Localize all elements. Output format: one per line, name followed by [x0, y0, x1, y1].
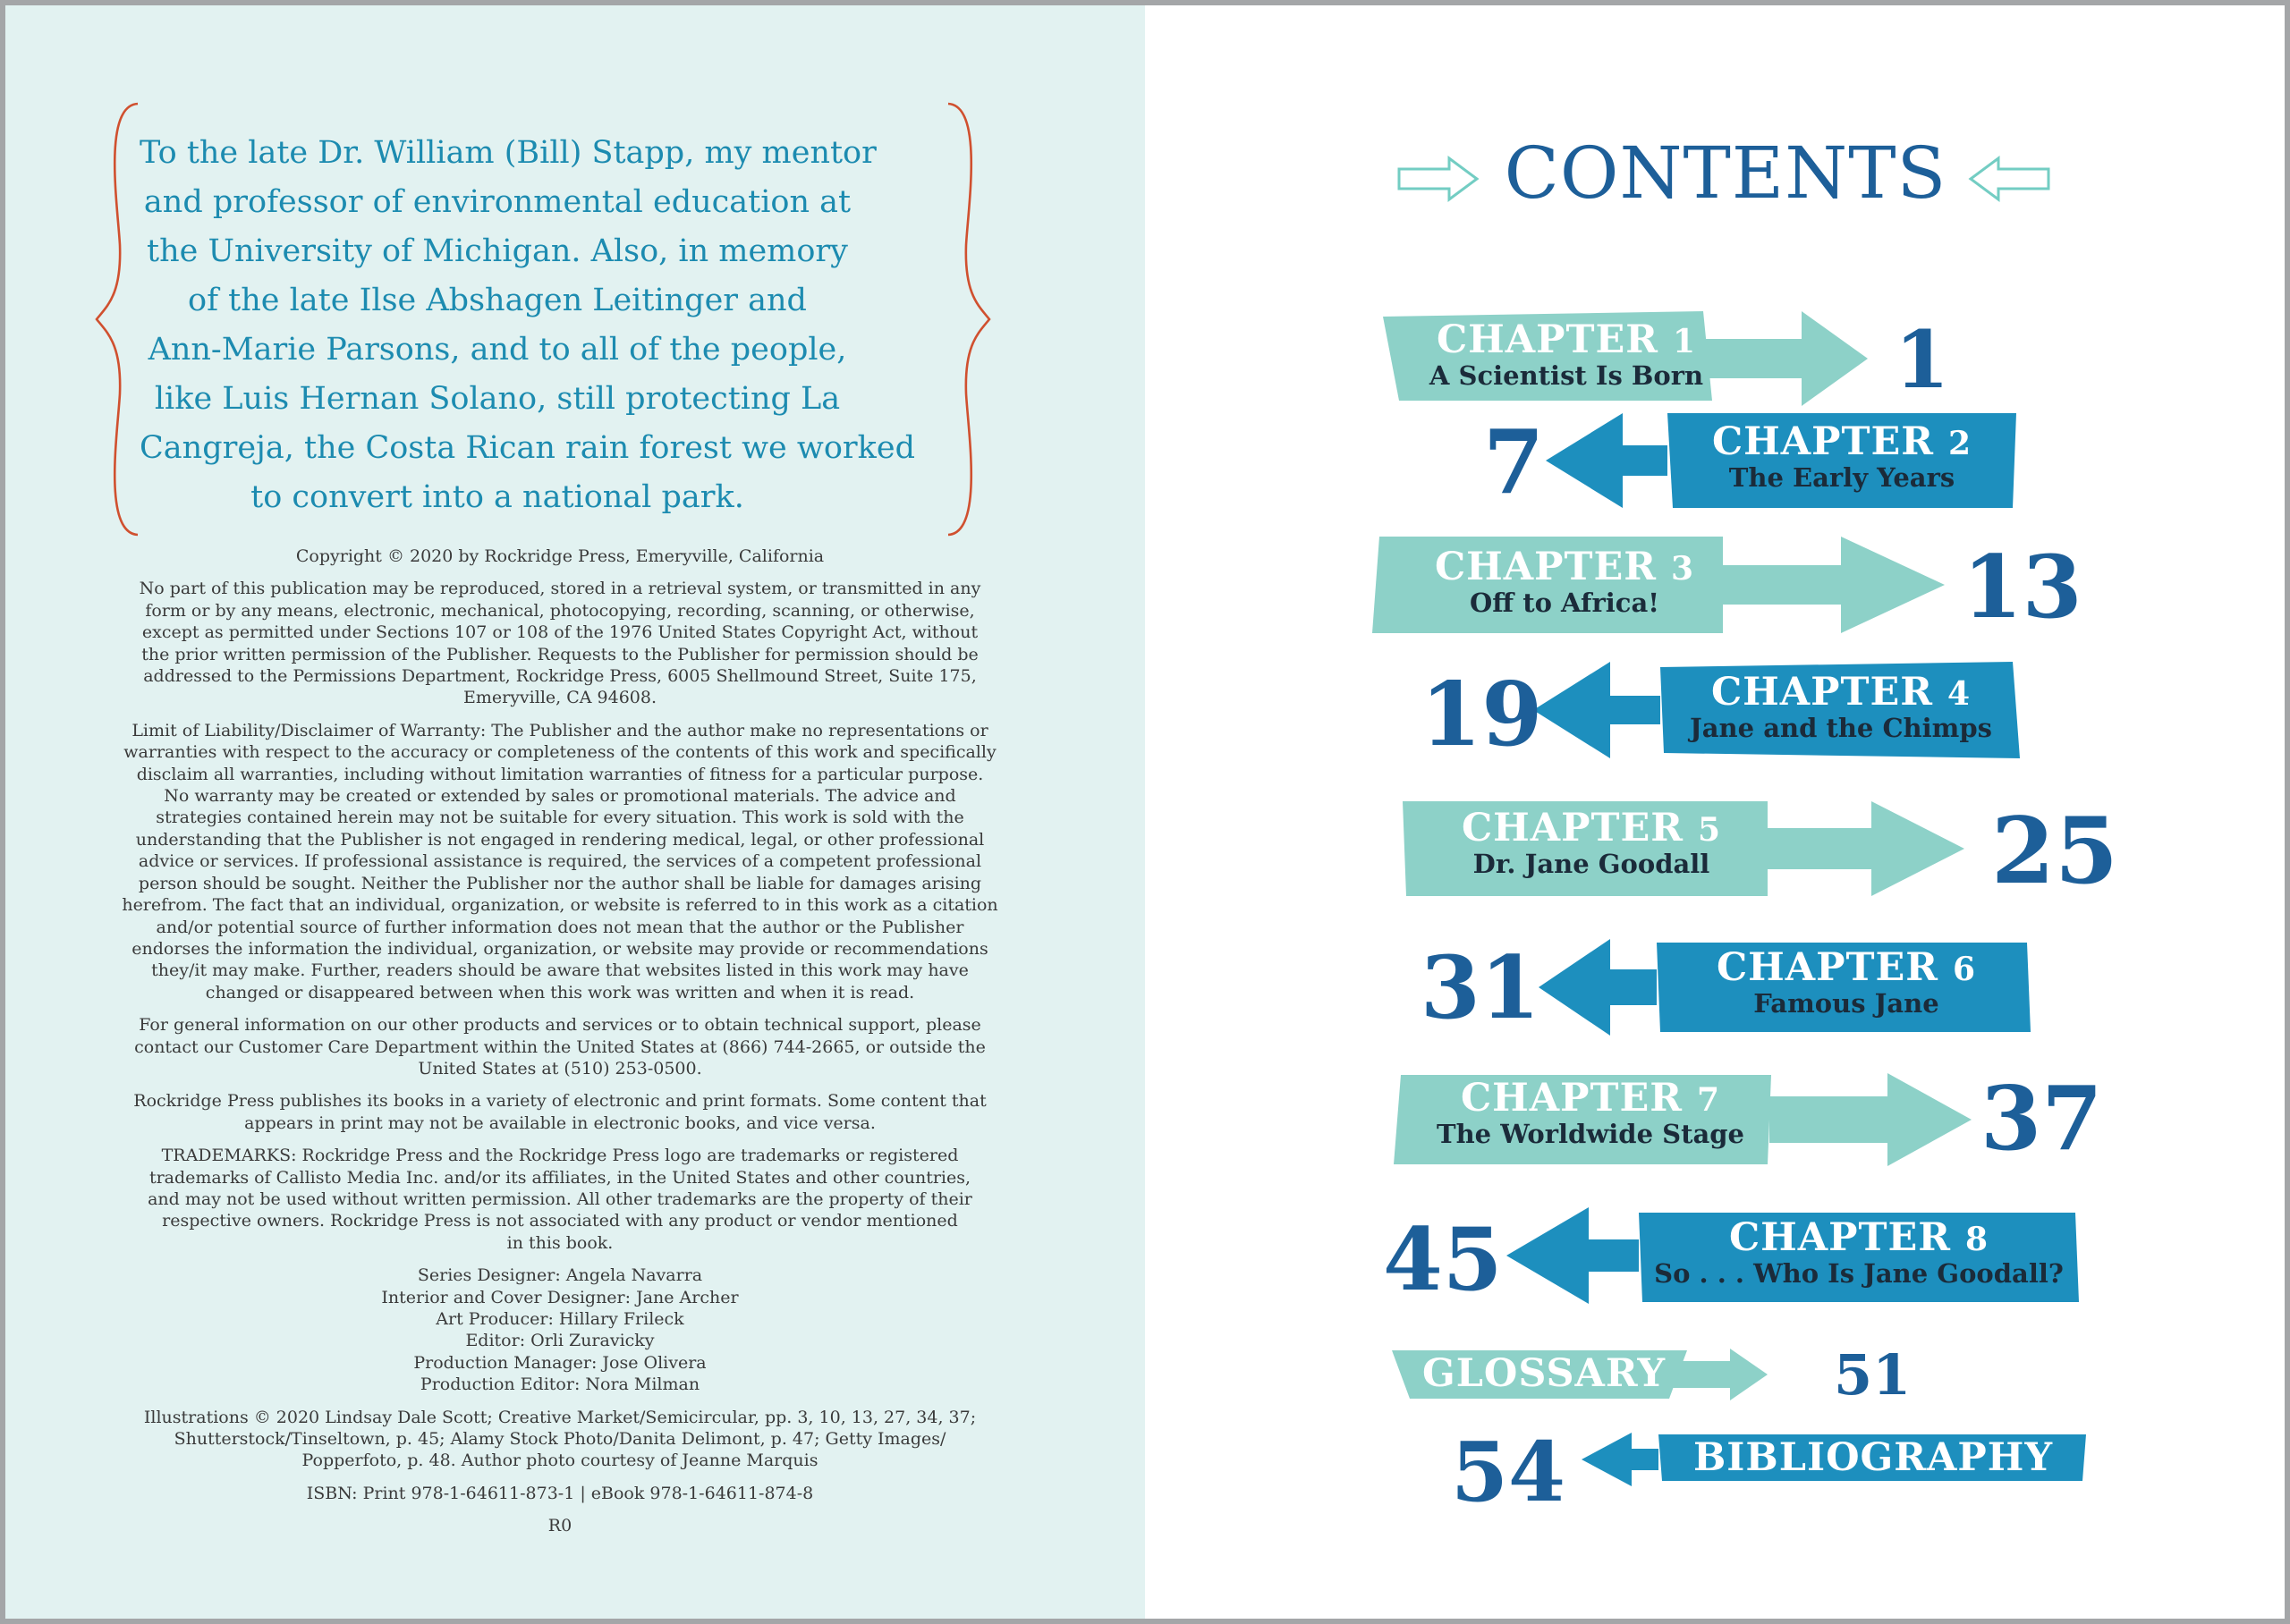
- banner-arrow: [1533, 662, 1660, 758]
- text-line: Interior and Cover Designer: Jane Archer: [381, 1287, 739, 1307]
- toc-entry-label: [1417, 808, 1766, 878]
- text-line: and may not be used without written permission. All other trademarks are the property of their: [148, 1188, 972, 1209]
- left-pointing-outline-arrow-icon: [1968, 156, 2050, 202]
- text-line: they/it may make. Further, readers should be aware that websites listed in this work may have: [151, 960, 969, 981]
- toc-chapter-subtitle: Famous Jane: [1753, 988, 1939, 1019]
- toc-entry-label: [1408, 547, 1721, 617]
- legal-paragraph-support: [104, 1014, 1016, 1079]
- toc-entry-heading-word: CHAPTER: [1710, 670, 1933, 715]
- toc-chapter-number: 2: [1947, 425, 1972, 462]
- toc-entry[interactable]: [1530, 658, 2027, 764]
- toc-entry-heading-word: CHAPTER: [1461, 806, 1684, 850]
- toc-chapter-number: 5: [1697, 811, 1722, 849]
- text-line: changed or disappeared between when this work was written and when it is read.: [205, 982, 915, 1002]
- banner-arrow: [1769, 1073, 1972, 1166]
- toc-entry-heading: [1667, 1435, 2079, 1480]
- toc-page-number[interactable]: 13: [1963, 537, 2082, 638]
- toc-chapter-number: 1: [1672, 323, 1697, 360]
- toc-entry-heading-word: CHAPTER: [1728, 1215, 1951, 1260]
- toc-entry[interactable]: [1392, 1347, 1839, 1402]
- toc-entry-heading-word: CHAPTER: [1436, 317, 1658, 362]
- toc-chapter-subtitle: Dr. Jane Goodall: [1472, 849, 1710, 879]
- toc-entry-heading: [1408, 547, 1721, 588]
- toc-entry-label: [1667, 1435, 2079, 1480]
- text-line: Popperfoto, p. 48. Author photo courtesy of Jeanne Marquis: [301, 1451, 818, 1471]
- left-brace-ornament: [95, 102, 140, 537]
- text-line: advice or services. If professional assistance is required, the services of a competent professional: [138, 851, 982, 872]
- text-line: Emeryville, CA 94608.: [462, 688, 657, 708]
- toc-entry-heading: [1646, 1215, 2072, 1260]
- text-line: Art Producer: Hillary Frileck: [436, 1309, 684, 1329]
- toc-entry[interactable]: [1535, 935, 2036, 1039]
- text-line: and professor of environmental education at: [143, 184, 852, 220]
- toc-entry[interactable]: [1578, 1427, 2088, 1492]
- text-line: No warranty may be created or extended by sales or promotional materials. The advice and: [164, 786, 956, 807]
- toc-page-number[interactable]: 51: [1834, 1342, 1912, 1408]
- toc-entry-label: [1412, 1078, 1769, 1148]
- toc-entry-heading-word: GLOSSARY: [1421, 1351, 1667, 1396]
- text-line: understanding that the Publisher is not engaged in rendering medical, legal, or other professional: [135, 829, 985, 850]
- text-line: Production Editor: Nora Milman: [420, 1374, 700, 1395]
- text-line: Limit of Liability/Disclaimer of Warranty: The Publisher and the author make no representations or: [131, 720, 988, 740]
- contents-title: CONTENTS: [1504, 131, 1947, 215]
- toc-entry-label: [1669, 672, 2013, 742]
- toc-chapter-number: 8: [1964, 1221, 1989, 1258]
- toc-chapter-subtitle: So . . . Who Is Jane Goodall?: [1654, 1258, 2064, 1289]
- legal-paragraph-formats: [104, 1090, 1016, 1134]
- text-line: Illustrations © 2020 Lindsay Dale Scott; Creative Market/Semicircular, pp. 3, 10, 13, 27, 34, 37;: [143, 1407, 977, 1427]
- toc-chapter-subtitle: Jane and the Chimps: [1690, 713, 1992, 743]
- toc-entry-heading: [1417, 808, 1766, 850]
- text-line: the prior written permission of the Publisher. Requests to the Publisher for permission should be: [141, 644, 979, 664]
- toc-chapter-subtitle: The Early Years: [1728, 462, 1955, 493]
- text-line: Editor: Orli Zuravicky: [465, 1331, 655, 1351]
- text-line: person should be sought. Neither the Publisher nor the author shall be liable for damages arising: [138, 873, 982, 893]
- banner-arrow: [1721, 537, 1945, 633]
- contents-heading: [1145, 120, 2285, 227]
- dedication-copyright-page: [5, 5, 1145, 1619]
- toc-entry-heading: [1669, 672, 2013, 714]
- legal-paragraph-isbn: [104, 1483, 1016, 1504]
- text-line: Production Manager: Jose Olivera: [413, 1352, 707, 1373]
- toc-chapter-number: 6: [1952, 951, 1977, 988]
- text-line: trademarks of Callisto Media Inc. and/or its affiliates, in the United States and other countries,: [148, 1167, 971, 1188]
- toc-page-number[interactable]: 1: [1895, 313, 1950, 406]
- toc-chapter-number: 3: [1670, 550, 1695, 588]
- toc-page-number[interactable]: 7: [1483, 411, 1545, 514]
- text-line: Ann-Marie Parsons, and to all of the people,: [148, 332, 847, 368]
- toc-page-number[interactable]: 54: [1451, 1424, 1566, 1520]
- text-line: form or by any means, electronic, mechanical, photocopying, recording, scanning, or otherwise,: [145, 600, 975, 621]
- legal-paragraph-rights: [104, 578, 1016, 708]
- text-line: addressed to the Permissions Department, Rockridge Press, 6005 Shellmound Street, Suite 175,: [143, 666, 977, 687]
- text-line: For general information on our other products and services or to obtain technical support, please: [139, 1015, 981, 1036]
- text-line: to convert into a national park.: [250, 479, 744, 515]
- toc-entry-heading-word: CHAPTER: [1434, 545, 1657, 589]
- toc-entry[interactable]: [1503, 1204, 2079, 1307]
- text-line: United States at (510) 253-0500.: [418, 1058, 702, 1078]
- toc-page-number[interactable]: 45: [1383, 1209, 1503, 1310]
- banner-arrow: [1582, 1433, 1658, 1486]
- toc-entry-label: [1676, 419, 2007, 493]
- text-line: R0: [547, 1516, 572, 1536]
- toc-entry-label: [1410, 1351, 1678, 1396]
- right-pointing-outline-arrow-icon: [1397, 156, 1480, 202]
- toc-entry-heading: [1410, 1351, 1678, 1396]
- text-line: except as permitted under Sections 107 or 108 of the 1976 United States Copyright Act, without: [141, 622, 979, 643]
- toc-entry-label: [1428, 317, 1705, 391]
- toc-chapter-number: 7: [1696, 1081, 1721, 1119]
- toc-entry-heading: [1428, 317, 1705, 362]
- text-line: herefrom. The fact that an individual, organization, or website is referred to in this work as a citation: [122, 895, 998, 916]
- toc-entry-heading: [1412, 1078, 1769, 1120]
- legal-paragraph-copyright: [104, 546, 1016, 567]
- toc-page-number[interactable]: 19: [1421, 664, 1543, 766]
- text-line: disclaim all warranties, including without limitation warranties of fitness for a particular purpose.: [136, 764, 984, 784]
- toc-entry-heading-word: BIBLIOGRAPHY: [1692, 1435, 2054, 1480]
- toc-chapter-subtitle: Off to Africa!: [1470, 588, 1659, 618]
- toc-page-number[interactable]: 37: [1980, 1068, 2103, 1171]
- legal-paragraph-printing: [104, 1515, 1016, 1536]
- text-line: and/or potential source of further information does not mean that the author or the Publisher: [156, 917, 964, 937]
- text-line: the University of Michigan. Also, in memory: [147, 233, 848, 269]
- toc-chapter-subtitle: A Scientist Is Born: [1429, 360, 1704, 391]
- text-line: endorses the information the individual, organization, or website may provide or recommendations: [131, 938, 988, 959]
- text-line: respective owners. Rockridge Press is not associated with any product or vendor mentioned: [162, 1211, 958, 1231]
- banner-arrow: [1546, 413, 1667, 508]
- copyright-legal-text: [104, 546, 1016, 1537]
- text-line: Copyright © 2020 by Rockridge Press, Emeryville, California: [295, 546, 825, 566]
- text-line: Shutterstock/Tinseltown, p. 45; Alamy Stock Photo/Danita Delimont, p. 47; Getty Images/: [174, 1429, 946, 1450]
- legal-paragraph-liability: [104, 720, 1016, 1003]
- text-line: contact our Customer Care Department within the United States at (866) 744-2665, or outside the: [134, 1036, 986, 1057]
- toc-entry-label: [1646, 1215, 2072, 1289]
- toc-entry-label: [1669, 945, 2023, 1019]
- banner-arrow: [1539, 939, 1657, 1036]
- toc-entry-heading-word: CHAPTER: [1460, 1076, 1683, 1121]
- toc-chapter-subtitle: The Worldwide Stage: [1437, 1119, 1744, 1149]
- text-line: To the late Dr. William (Bill) Stapp, my mentor: [140, 135, 877, 171]
- text-line: ISBN: Print 978-1-64611-873-1 | eBook 978-1-64611-874-8: [306, 1483, 814, 1503]
- right-brace-ornament: [946, 102, 991, 537]
- banner-arrow: [1703, 311, 1868, 406]
- text-line: TRADEMARKS: Rockridge Press and the Rockridge Press logo are trademarks or registered: [161, 1146, 959, 1166]
- contents-page: [1145, 5, 2285, 1619]
- text-line: in this book.: [506, 1232, 614, 1253]
- banner-arrow: [1766, 801, 1964, 896]
- toc-page-number[interactable]: 25: [1991, 798, 2118, 905]
- text-line: Cangreja, the Costa Rican rain forest we worked: [140, 430, 915, 466]
- text-line: Rockridge Press publishes its books in a variety of electronic and print formats. Some content that: [133, 1091, 987, 1112]
- text-line: Series Designer: Angela Navarra: [417, 1265, 703, 1286]
- book-spread: [5, 5, 2285, 1619]
- legal-paragraph-illustrations: [104, 1407, 1016, 1472]
- toc-page-number[interactable]: 31: [1421, 937, 1540, 1038]
- text-line: like Luis Hernan Solano, still protecting La: [154, 381, 841, 417]
- text-line: warranties with respect to the accuracy or completeness of the contents of this work and specifically: [123, 742, 997, 763]
- toc-entry-heading: [1676, 419, 2007, 464]
- banner-arrow: [1506, 1207, 1639, 1304]
- toc-entry-heading-word: CHAPTER: [1716, 945, 1938, 990]
- toc-entry-heading-word: CHAPTER: [1711, 419, 1934, 464]
- legal-paragraph-credits: [104, 1265, 1016, 1395]
- text-line: No part of this publication may be reproduced, stored in a retrieval system, or transmitted in any: [139, 579, 981, 599]
- text-line: appears in print may not be available in electronic books, and vice versa.: [244, 1112, 876, 1133]
- toc-entry[interactable]: [1542, 410, 2016, 512]
- toc-entry-heading: [1669, 945, 2023, 990]
- dedication-text: [140, 129, 915, 522]
- toc-chapter-number: 4: [1946, 675, 1972, 713]
- legal-paragraph-trademarks: [104, 1145, 1016, 1254]
- text-line: of the late Ilse Abshagen Leitinger and: [188, 283, 807, 318]
- text-line: strategies contained herein may not be suitable for every situation. This work is sold with the: [156, 808, 964, 828]
